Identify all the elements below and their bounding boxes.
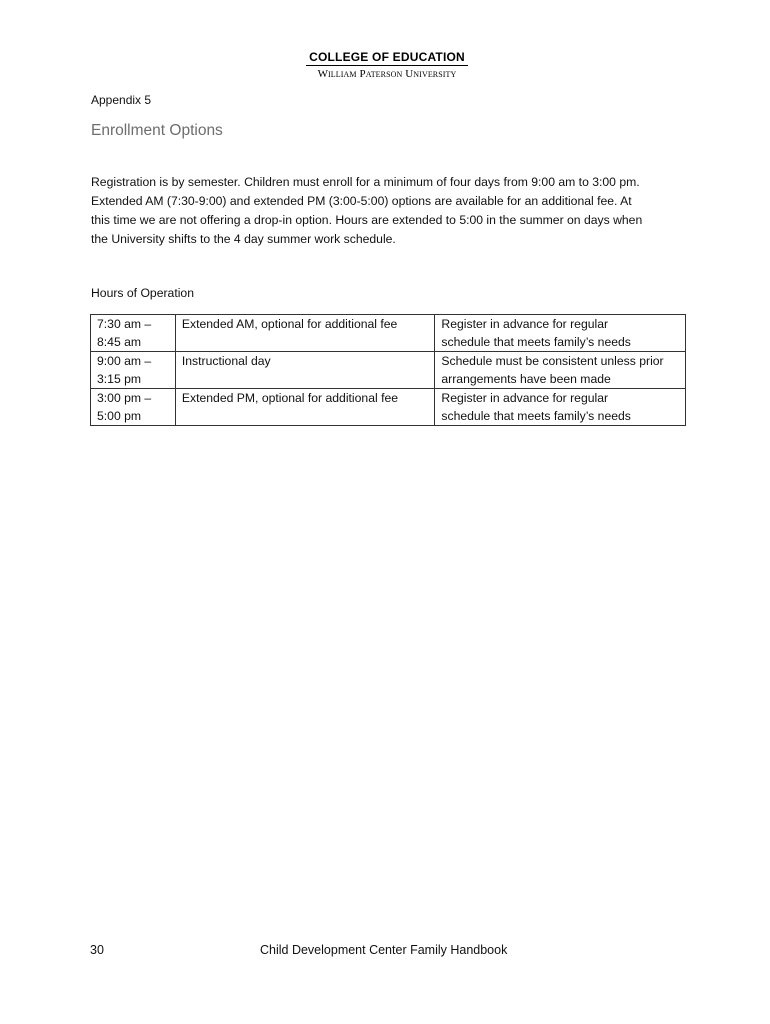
note-line: schedule that meets family’s needs — [441, 408, 631, 423]
table-row — [91, 315, 686, 352]
registration-paragraph — [91, 173, 681, 249]
time-cell — [91, 315, 176, 352]
hours-table — [90, 314, 686, 426]
table-row — [91, 352, 686, 389]
time-cell — [91, 352, 176, 389]
time-cell — [91, 389, 176, 426]
paragraph-line: Extended AM (7:30-9:00) and extended PM (3:00-5:00) options are available for an additional fee. At — [91, 194, 632, 208]
college-header-logo — [306, 50, 468, 80]
college-name: COLLEGE OF EDUCATION — [309, 50, 465, 64]
note-line: arrangements have been made — [441, 371, 611, 386]
description-cell: Instructional day — [175, 352, 435, 389]
note-line: Schedule must be consistent unless prior — [441, 354, 664, 368]
note-cell — [435, 352, 686, 389]
description-cell: Extended PM, optional for additional fee — [175, 389, 435, 426]
paragraph-line: this time we are not offering a drop-in option. Hours are extended to 5:00 in the summer on days when — [91, 213, 643, 227]
time-start: 9:00 am – — [97, 354, 152, 368]
paragraph-line: Registration is by semester. Children must enroll for a minimum of four days from 9:00 am to 3:00 pm. — [91, 175, 640, 189]
university-name: William Paterson University — [317, 68, 457, 80]
note-line: schedule that meets family’s needs — [441, 334, 631, 349]
note-line: Register in advance for regular — [441, 317, 609, 331]
section-title: Enrollment Options — [91, 122, 223, 139]
description-cell: Extended AM, optional for additional fee — [175, 315, 435, 352]
appendix-label: Appendix 5 — [91, 93, 152, 107]
time-end: 3:15 pm — [97, 371, 142, 386]
hours-title: Hours of Operation — [91, 286, 194, 300]
time-start: 7:30 am – — [97, 317, 152, 331]
page-number: 30 — [90, 943, 104, 957]
footer-handbook-title: Child Development Center Family Handbook — [260, 943, 508, 957]
note-line: Register in advance for regular — [441, 391, 609, 405]
table-row — [91, 389, 686, 426]
note-cell — [435, 315, 686, 352]
time-end: 5:00 pm — [97, 408, 142, 423]
paragraph-line: the University shifts to the 4 day summer work schedule. — [91, 232, 396, 246]
note-cell — [435, 389, 686, 426]
header-rule — [306, 65, 468, 66]
time-start: 3:00 pm – — [97, 391, 152, 405]
time-end: 8:45 am — [97, 334, 142, 349]
